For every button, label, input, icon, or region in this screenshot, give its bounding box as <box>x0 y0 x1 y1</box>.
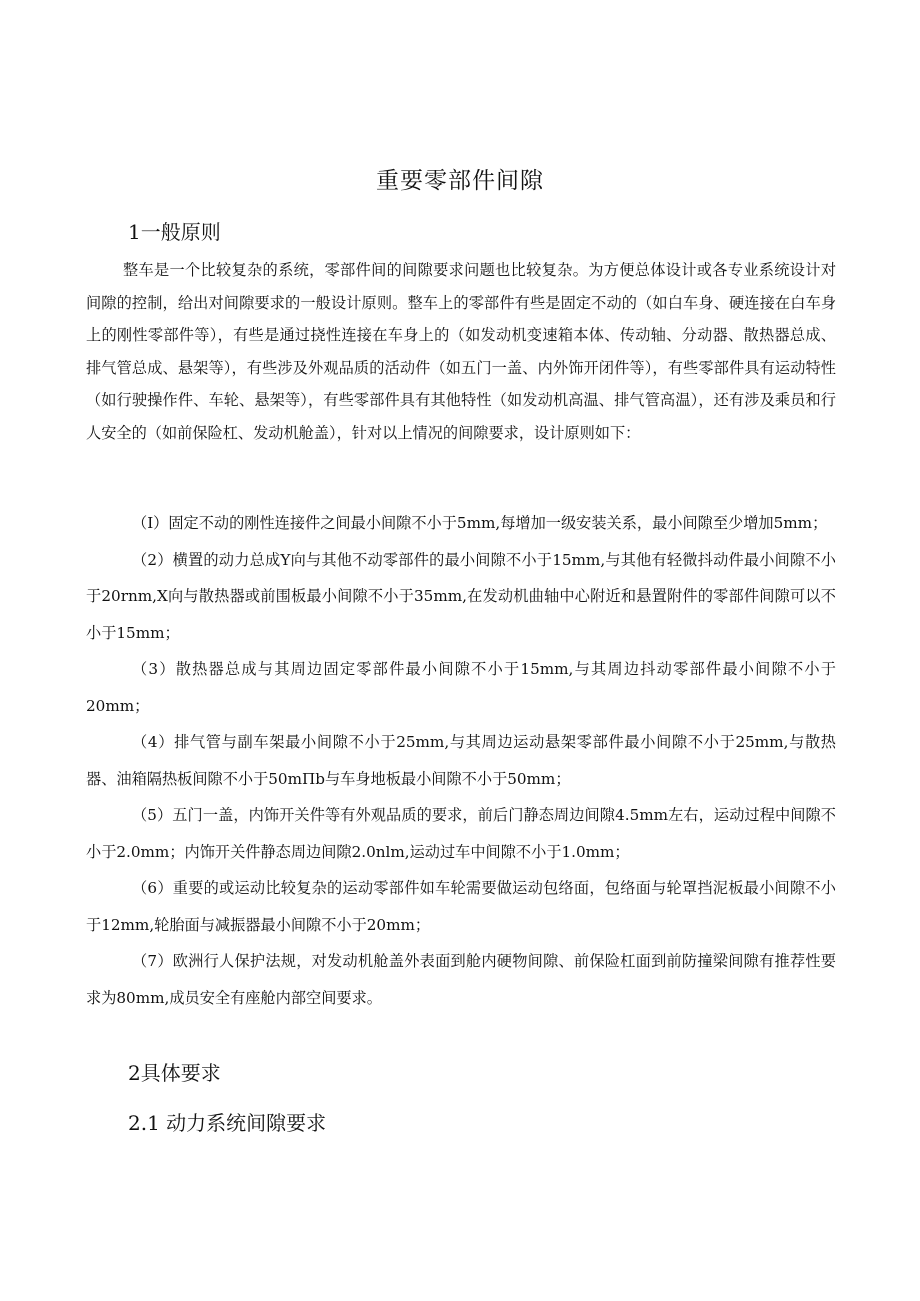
section-1-heading: 1一般原则 <box>128 220 221 244</box>
principles-list <box>86 505 836 1016</box>
intro-paragraph: 整车是一个比较复杂的系统，零部件间的间隙要求问题也比较复杂。为方便总体设计或各专业系统设计对间隙的控制，给出对间隙要求的一般设计原则。整车上的零部件有些是固定不动的（如白车身、硬连接在白车身上的刚性零部件等），有些是通过挠性连接在车身上的（如发动机变速箱本体、传动轴、分动器、散热器总成、排气管总成、悬架等），有些涉及外观品质的活动件（如五门一盖、内外饰开闭件等），有些零部件具有运动特性（如行驶操作件、车轮、悬架等），有些零部件具有其他特性（如发动机高温、排气管高温），还有涉及乘员和行人安全的（如前保险杠、发动机舱盖），针对以上情况的间隙要求，设计原则如下： <box>86 261 836 442</box>
principle-item-1: （I）固定不动的刚性连接件之间最小间隙不小于5mm,每增加一级安装关系，最小间隙至少增加5mm； <box>132 514 828 532</box>
principle-item-3: （3）散热器总成与其周边固定零部件最小间隙不小于15mm,与其周边抖动零部件最小间隙不小于20mm； <box>86 660 836 715</box>
principle-item-6: （6）重要的或运动比较复杂的运动零部件如车轮需要做运动包络面，包络面与轮罩挡泥板最小间隙不小于12mm,轮胎面与减振器最小间隙不小于20mm； <box>86 879 836 934</box>
principle-item-2: （2）横置的动力总成Y向与其他不动零部件的最小间隙不小于15mm,与其他有轻微抖动件最小间隙不小于20rnm,X向与散热器或前围板最小间隙不小于35mm,在发动机曲轴中心附近和悬置附件的零部件间隙可以不小于15mm； <box>86 550 836 642</box>
principle-item-7: （7）欧洲行人保护法规，对发动机舱盖外表面到舱内硬物间隙、前保险杠面到前防撞梁间隙有推荐性要求为80mm,成员安全有座舱内部空间要求。 <box>86 952 836 1007</box>
section-2-1-heading: 2.1 动力系统间隙要求 <box>128 1111 327 1135</box>
document-title: 重要零部件间隙 <box>376 168 544 194</box>
principle-item-4: （4）排气管与副车架最小间隙不小于25mm,与其周边运动悬架零部件最小间隙不小于25mm,与散热器、油箱隔热板间隙不小于50mΠb与车身地板最小间隙不小于50mm； <box>86 733 836 788</box>
principle-item-5: （5）五门一盖，内饰开关件等有外观品质的要求，前后门静态周边间隙4.5mm左右，运动过程中间隙不小于2.0mm；内饰开关件静态周边间隙2.0nlm,运动过车中间隙不小于1.0mm； <box>86 806 836 861</box>
section-2-heading: 2具体要求 <box>128 1061 221 1085</box>
